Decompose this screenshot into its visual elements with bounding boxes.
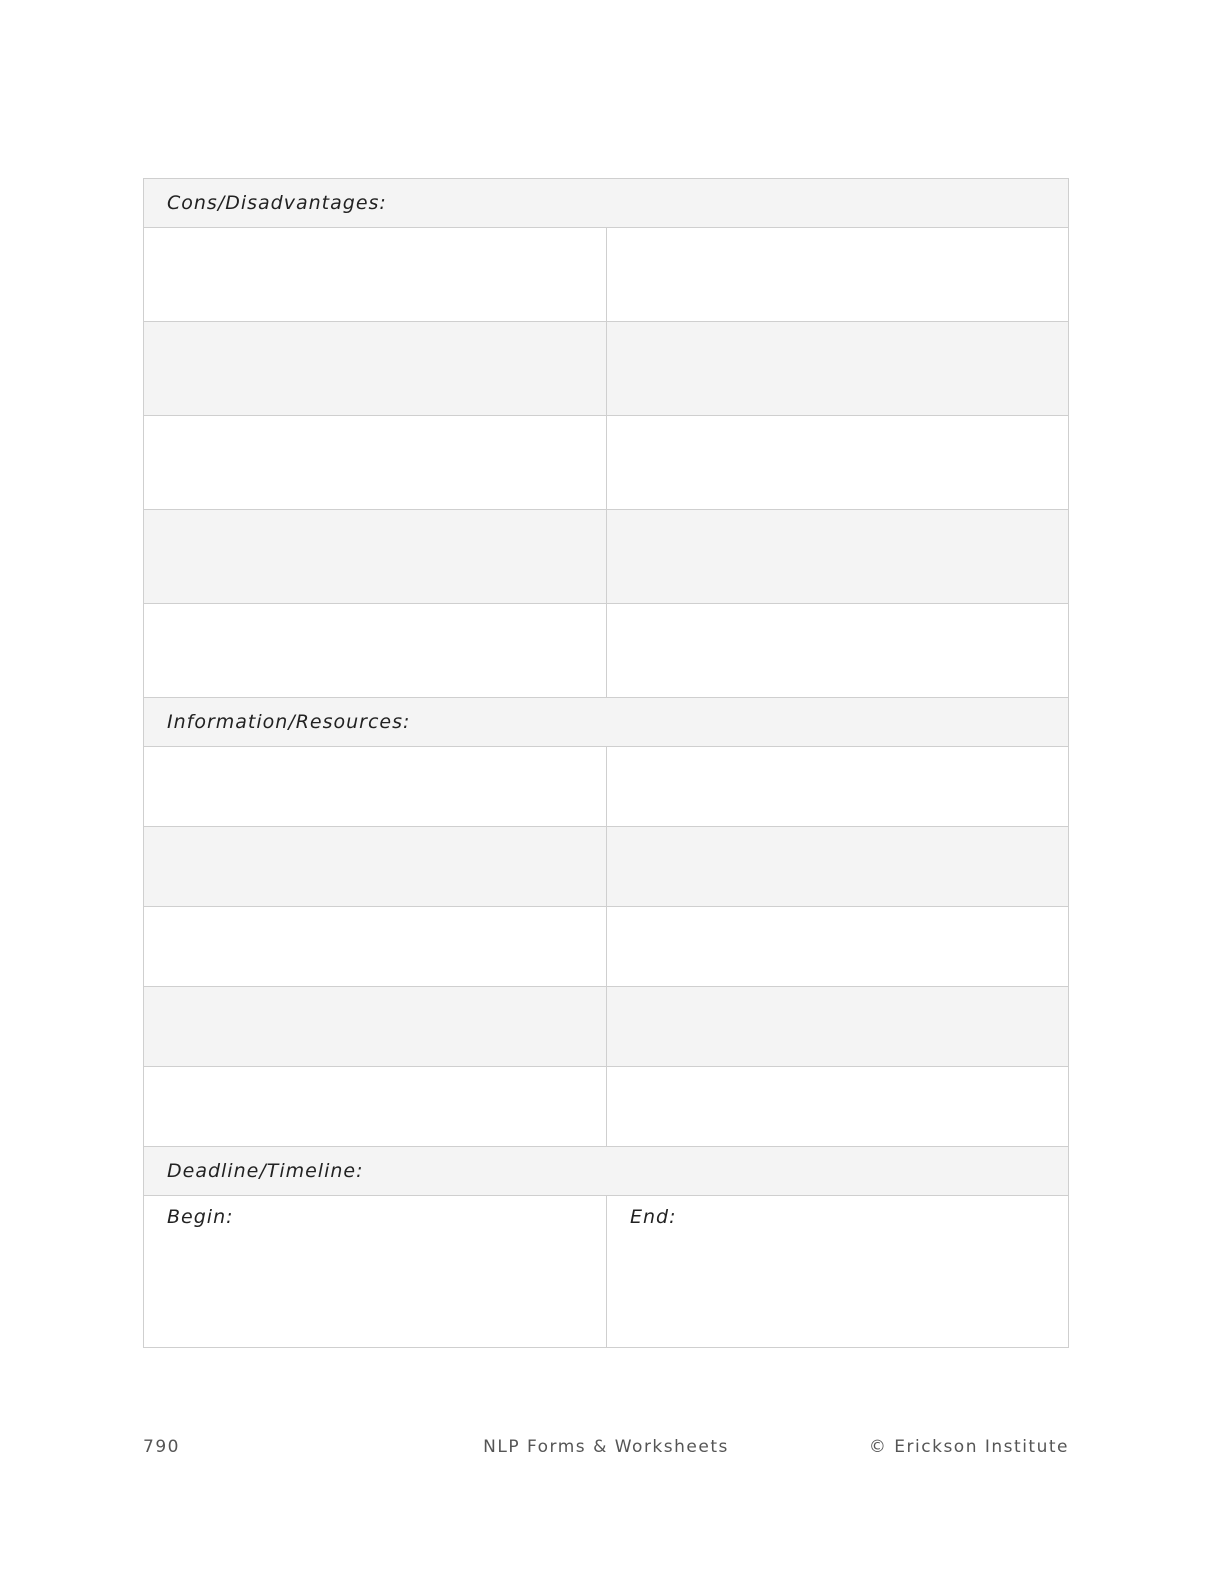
cons-cell-left[interactable]: [144, 322, 607, 415]
cons-row: [144, 228, 1068, 322]
info-cell-left[interactable]: [144, 907, 607, 986]
info-cell-left[interactable]: [144, 827, 607, 906]
cons-row: [144, 416, 1068, 510]
worksheet-table: [143, 178, 1069, 1348]
begin-field[interactable]: [144, 1196, 607, 1347]
cons-cell-left[interactable]: [144, 510, 607, 603]
cons-cell-left[interactable]: [144, 416, 607, 509]
book-title: NLP Forms & Worksheets: [483, 1437, 729, 1457]
cons-row: [144, 604, 1068, 698]
cons-cell-right[interactable]: [607, 604, 1070, 697]
info-cell-left[interactable]: [144, 1067, 607, 1146]
cons-cell-right[interactable]: [607, 322, 1070, 415]
info-cell-left[interactable]: [144, 987, 607, 1066]
cons-row: [144, 510, 1068, 604]
end-field[interactable]: [607, 1196, 1070, 1347]
info-row: [144, 1067, 1068, 1147]
cons-cell-right[interactable]: [607, 510, 1070, 603]
info-row: [144, 907, 1068, 987]
end-label: End:: [630, 1206, 677, 1228]
page-number: 790: [143, 1437, 180, 1457]
info-cell-right[interactable]: [607, 1067, 1070, 1146]
section-header-information: Information/Resources:: [144, 698, 1068, 747]
info-cell-left[interactable]: [144, 747, 607, 826]
cons-cell-left[interactable]: [144, 604, 607, 697]
deadline-row: [144, 1196, 1068, 1347]
info-row: [144, 987, 1068, 1067]
cons-cell-left[interactable]: [144, 228, 607, 321]
cons-cell-right[interactable]: [607, 228, 1070, 321]
section-header-cons: Cons/Disadvantages:: [144, 179, 1068, 228]
info-cell-right[interactable]: [607, 987, 1070, 1066]
info-cell-right[interactable]: [607, 747, 1070, 826]
info-cell-right[interactable]: [607, 907, 1070, 986]
cons-cell-right[interactable]: [607, 416, 1070, 509]
info-cell-right[interactable]: [607, 827, 1070, 906]
copyright: © Erickson Institute: [868, 1437, 1069, 1457]
info-row: [144, 747, 1068, 827]
info-row: [144, 827, 1068, 907]
begin-label: Begin:: [167, 1206, 234, 1228]
section-header-deadline: Deadline/Timeline:: [144, 1147, 1068, 1196]
cons-row: [144, 322, 1068, 416]
